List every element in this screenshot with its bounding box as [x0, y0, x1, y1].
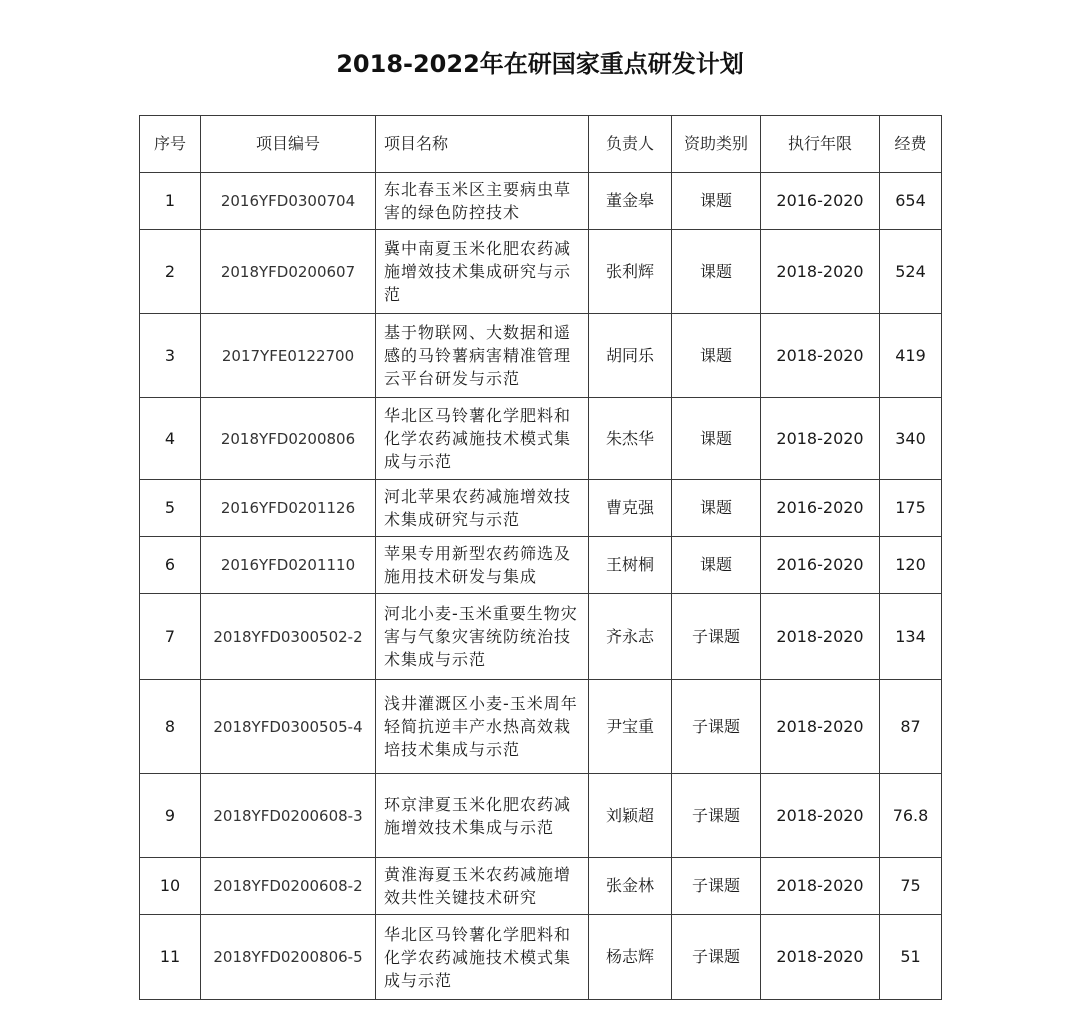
cell-category: 子课题 — [672, 594, 761, 680]
cell-leader: 曹克强 — [589, 480, 672, 537]
cell-no: 8 — [140, 680, 201, 774]
header-no: 序号 — [140, 116, 201, 173]
table-row — [140, 774, 942, 858]
cell-category: 课题 — [672, 230, 761, 314]
table-row — [140, 314, 942, 398]
header-funds: 经费 — [880, 116, 942, 173]
header-leader: 负责人 — [589, 116, 672, 173]
cell-funds: 340 — [880, 398, 942, 480]
page-title: 2018-2022年在研国家重点研发计划 — [336, 50, 744, 78]
cell-no: 6 — [140, 537, 201, 594]
cell-period: 2018-2020 — [761, 314, 880, 398]
cell-category: 子课题 — [672, 774, 761, 858]
cell-category: 子课题 — [672, 915, 761, 1000]
cell-leader: 尹宝重 — [589, 680, 672, 774]
cell-code: 2018YFD0300502-2 — [201, 594, 376, 680]
cell-no: 2 — [140, 230, 201, 314]
cell-name: 河北苹果农药减施增效技术集成研究与示范 — [376, 480, 589, 537]
cell-funds: 51 — [880, 915, 942, 1000]
table-row — [140, 480, 942, 537]
table-row — [140, 398, 942, 480]
cell-funds: 419 — [880, 314, 942, 398]
cell-no: 1 — [140, 173, 201, 230]
cell-category: 子课题 — [672, 680, 761, 774]
cell-leader: 董金皋 — [589, 173, 672, 230]
cell-funds: 75 — [880, 858, 942, 915]
cell-period: 2016-2020 — [761, 173, 880, 230]
header-row — [140, 116, 942, 173]
cell-period: 2018-2020 — [761, 858, 880, 915]
cell-code: 2018YFD0200607 — [201, 230, 376, 314]
cell-no: 11 — [140, 915, 201, 1000]
cell-category: 课题 — [672, 173, 761, 230]
cell-category: 子课题 — [672, 858, 761, 915]
cell-leader: 朱杰华 — [589, 398, 672, 480]
cell-code: 2018YFD0200806-5 — [201, 915, 376, 1000]
cell-funds: 175 — [880, 480, 942, 537]
cell-category: 课题 — [672, 537, 761, 594]
cell-no: 7 — [140, 594, 201, 680]
table-row — [140, 915, 942, 1000]
cell-leader: 张金林 — [589, 858, 672, 915]
cell-funds: 524 — [880, 230, 942, 314]
cell-leader: 胡同乐 — [589, 314, 672, 398]
cell-funds: 76.8 — [880, 774, 942, 858]
research-plan-table — [139, 115, 942, 1000]
cell-period: 2018-2020 — [761, 594, 880, 680]
cell-leader: 杨志辉 — [589, 915, 672, 1000]
cell-funds: 87 — [880, 680, 942, 774]
header-category: 资助类别 — [672, 116, 761, 173]
table-row — [140, 680, 942, 774]
cell-category: 课题 — [672, 314, 761, 398]
cell-period: 2016-2020 — [761, 537, 880, 594]
table-row — [140, 537, 942, 594]
header-code: 项目编号 — [201, 116, 376, 173]
cell-no: 9 — [140, 774, 201, 858]
cell-name: 华北区马铃薯化学肥料和化学农药减施技术模式集成与示范 — [376, 398, 589, 480]
cell-no: 4 — [140, 398, 201, 480]
cell-no: 5 — [140, 480, 201, 537]
cell-no: 3 — [140, 314, 201, 398]
cell-funds: 134 — [880, 594, 942, 680]
cell-name: 东北春玉米区主要病虫草害的绿色防控技术 — [376, 173, 589, 230]
cell-code: 2017YFE0122700 — [201, 314, 376, 398]
cell-name: 黄淮海夏玉米农药减施增效共性关键技术研究 — [376, 858, 589, 915]
cell-period: 2018-2020 — [761, 230, 880, 314]
cell-code: 2018YFD0300505-4 — [201, 680, 376, 774]
cell-no: 10 — [140, 858, 201, 915]
cell-leader: 齐永志 — [589, 594, 672, 680]
table-row — [140, 858, 942, 915]
cell-code: 2018YFD0200608-2 — [201, 858, 376, 915]
cell-period: 2018-2020 — [761, 774, 880, 858]
cell-category: 课题 — [672, 480, 761, 537]
cell-period: 2018-2020 — [761, 680, 880, 774]
cell-code: 2016YFD0300704 — [201, 173, 376, 230]
cell-name: 苹果专用新型农药筛选及施用技术研发与集成 — [376, 537, 589, 594]
cell-category: 课题 — [672, 398, 761, 480]
cell-code: 2018YFD0200608-3 — [201, 774, 376, 858]
cell-name: 华北区马铃薯化学肥料和化学农药减施技术模式集成与示范 — [376, 915, 589, 1000]
table-row — [140, 594, 942, 680]
table-row — [140, 173, 942, 230]
cell-period: 2018-2020 — [761, 398, 880, 480]
cell-funds: 120 — [880, 537, 942, 594]
cell-code: 2018YFD0200806 — [201, 398, 376, 480]
cell-code: 2016YFD0201110 — [201, 537, 376, 594]
cell-name: 冀中南夏玉米化肥农药减施增效技术集成研究与示范 — [376, 230, 589, 314]
header-name: 项目名称 — [376, 116, 589, 173]
cell-leader: 张利辉 — [589, 230, 672, 314]
cell-period: 2018-2020 — [761, 915, 880, 1000]
cell-name: 基于物联网、大数据和遥感的马铃薯病害精准管理云平台研发与示范 — [376, 314, 589, 398]
cell-name: 浅井灌溉区小麦-玉米周年轻简抗逆丰产水热高效栽培技术集成与示范 — [376, 680, 589, 774]
cell-funds: 654 — [880, 173, 942, 230]
cell-leader: 王树桐 — [589, 537, 672, 594]
cell-leader: 刘颖超 — [589, 774, 672, 858]
cell-name: 河北小麦-玉米重要生物灾害与气象灾害统防统治技术集成与示范 — [376, 594, 589, 680]
cell-code: 2016YFD0201126 — [201, 480, 376, 537]
table-row — [140, 230, 942, 314]
header-period: 执行年限 — [761, 116, 880, 173]
cell-name: 环京津夏玉米化肥农药减施增效技术集成与示范 — [376, 774, 589, 858]
cell-period: 2016-2020 — [761, 480, 880, 537]
